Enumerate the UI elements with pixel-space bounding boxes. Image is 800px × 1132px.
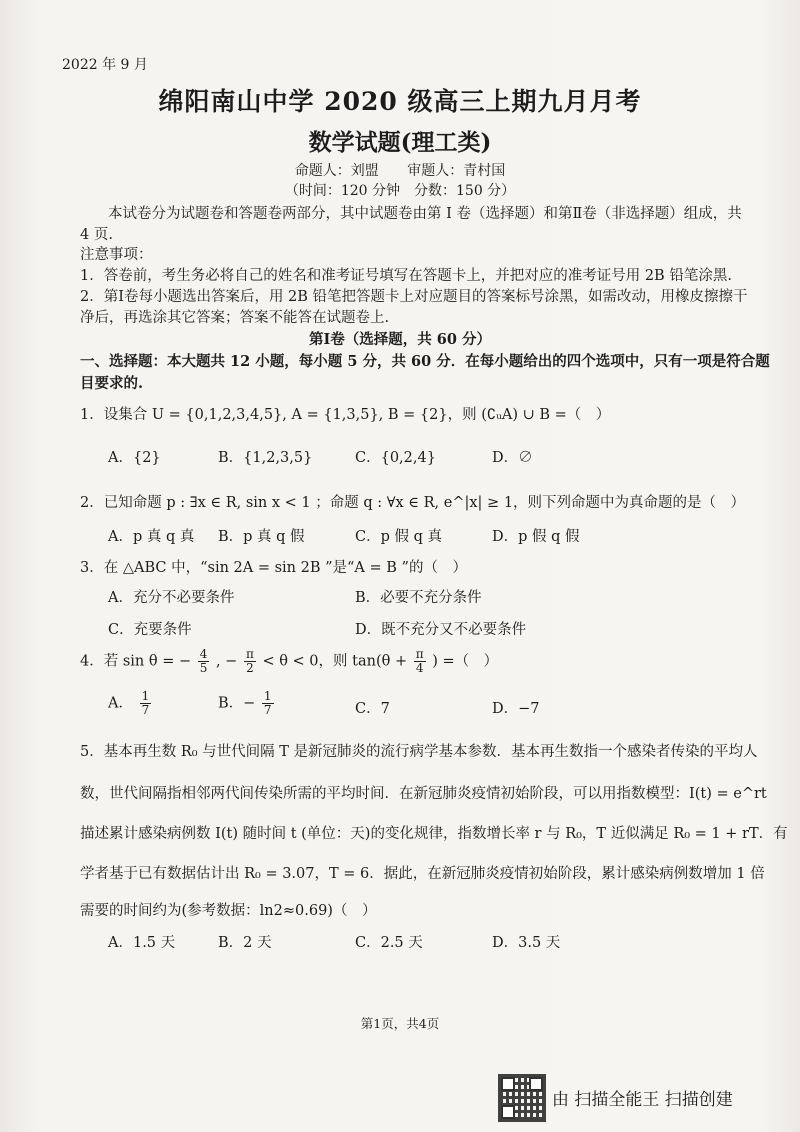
notice-2b: 净后，再选涂其它答案；答案不能答在试题卷上. xyxy=(80,310,390,326)
q4-option-a: A． $\frac{1}{7}$ xyxy=(108,689,150,717)
q1-option-d: D．∅ xyxy=(492,450,533,466)
q1-option-b: B．{1,2,3,5} xyxy=(218,450,313,466)
qr-code-icon xyxy=(498,1074,546,1122)
q3-option-b: B．必要不充分条件 xyxy=(355,590,482,606)
exam-subtitle: 数学试题(理工类) xyxy=(308,129,492,156)
intro-line-1: 本试卷分为试题卷和答题卷两部分，其中试题卷由第 I 卷（选择题）和第Ⅱ卷（非选择题）组成，共 xyxy=(108,206,742,222)
q4-stem-mid2: < θ < 0，则 tan(θ + xyxy=(262,653,408,670)
q2-option-a: A．p 真 q 真 xyxy=(108,529,195,545)
section-instruction-1: 一、选择题：本大题共 12 小题，每小题 5 分，共 60 分．在每小题给出的四个选项中，只有一项是符合题 xyxy=(80,353,770,370)
q4-fraction-2: $\frac{\pi}{2}$ xyxy=(245,647,254,675)
intro-line-2: 4 页. xyxy=(80,227,113,243)
q3-option-d: D．既不充分又不必要条件 xyxy=(355,622,527,638)
q3-stem: 3．在 △ABC 中，“sin 2A = sin 2B ”是“A = B ”的（ ） xyxy=(80,560,467,576)
notice-2a: 2．第Ⅰ卷每小题选出答案后，用 2B 铅笔把答题卡上对应题目的答案标号涂黑，如需改动，用橡皮擦擦干 xyxy=(80,289,748,305)
q5-line-1: 5．基本再生数 R₀ 与世代间隔 T 是新冠肺炎的流行病学基本参数．基本再生数指一个感染者传染的平均人 xyxy=(80,744,758,760)
q4-stem-pre: 4．若 sin θ = − xyxy=(80,653,192,670)
q1-option-c: C．{0,2,4} xyxy=(355,450,436,466)
exam-authors xyxy=(0,160,800,180)
q2-option-d: D．p 假 q 假 xyxy=(492,529,580,545)
q3-option-c: C．充要条件 xyxy=(108,622,192,638)
q2-option-b: B．p 真 q 假 xyxy=(218,529,305,545)
section-heading: 第Ⅰ卷（选择题，共 60 分） xyxy=(308,331,492,348)
q5-line-2: 数，世代间隔指相邻两代间传染所需的平均时间．在新冠肺炎疫情初始阶段，可以用指数模型：I(t) = e^rt xyxy=(80,786,767,802)
q4-stem-post: ) =（ ） xyxy=(432,653,499,670)
notice-1: 1．答卷前，考生务必将自己的姓名和准考证号填写在答题卡上，并把对应的准考证号用 2B 铅笔涂黑. xyxy=(80,268,732,284)
q5-option-c: C．2.5 天 xyxy=(355,935,423,951)
q5-line-3: 描述累计感染病例数 I(t) 随时间 t (单位：天)的变化规律，指数增长率 r 与 R₀，T 近似满足 R₀ = 1 + rT．有 xyxy=(80,826,788,842)
notice-title: 注意事项： xyxy=(80,247,153,263)
scanner-watermark: 由 扫描全能王 扫描创建 xyxy=(552,1090,733,1110)
page-number: 第1页，共4页 xyxy=(360,1016,440,1031)
q1-option-a: A．{2} xyxy=(108,450,161,466)
exam-title: 绵阳南山中学 2020 级高三上期九月月考 xyxy=(158,87,642,116)
q5-line-5: 需要的时间约为(参考数据：ln2≈0.69)（ ） xyxy=(80,903,377,919)
q5-option-b: B．2 天 xyxy=(218,935,272,951)
q2-stem: 2．已知命题 p : ∃x ∈ R, sin x < 1 ；命题 q : ∀x ∈ R, e^|x| ≥ 1，则下列命题中为真命题的是（ ） xyxy=(80,495,746,511)
q3-option-a: A．充分不必要条件 xyxy=(108,590,235,606)
q4-stem-mid1: , − xyxy=(215,653,238,670)
q4-fraction-1: $\frac{4}{5}$ xyxy=(199,647,208,675)
time-score: （时间：120 分钟 分数：150 分） xyxy=(284,183,516,199)
q5-option-a: A．1.5 天 xyxy=(108,935,176,951)
q4-option-b: B．− $\frac{1}{7}$ xyxy=(218,689,272,717)
q2-option-c: C．p 假 q 真 xyxy=(355,529,442,545)
q4-option-c: C．7 xyxy=(355,701,390,717)
q4-stem xyxy=(80,648,498,675)
q5-option-d: D．3.5 天 xyxy=(492,935,561,951)
author: 命题人：刘盟 xyxy=(294,163,379,179)
q5-line-4: 学者基于已有数据估计出 R₀ = 3.07，T = 6．据此，在新冠肺炎疫情初始阶段，累计感染病例数增加 1 倍 xyxy=(80,866,765,882)
reviewer: 审题人：青村国 xyxy=(407,163,506,179)
section-instruction-2: 目要求的. xyxy=(80,375,144,392)
exam-date: 2022 年 9 月 xyxy=(62,57,148,73)
q4-fraction-3: $\frac{\pi}{4}$ xyxy=(415,647,424,675)
q4-option-d: D．−7 xyxy=(492,701,540,717)
q1-stem: 1．设集合 U = {0,1,2,3,4,5}, A = {1,3,5}, B = {2}，则 (∁ᵤA) ∪ B =（ ） xyxy=(80,407,611,423)
